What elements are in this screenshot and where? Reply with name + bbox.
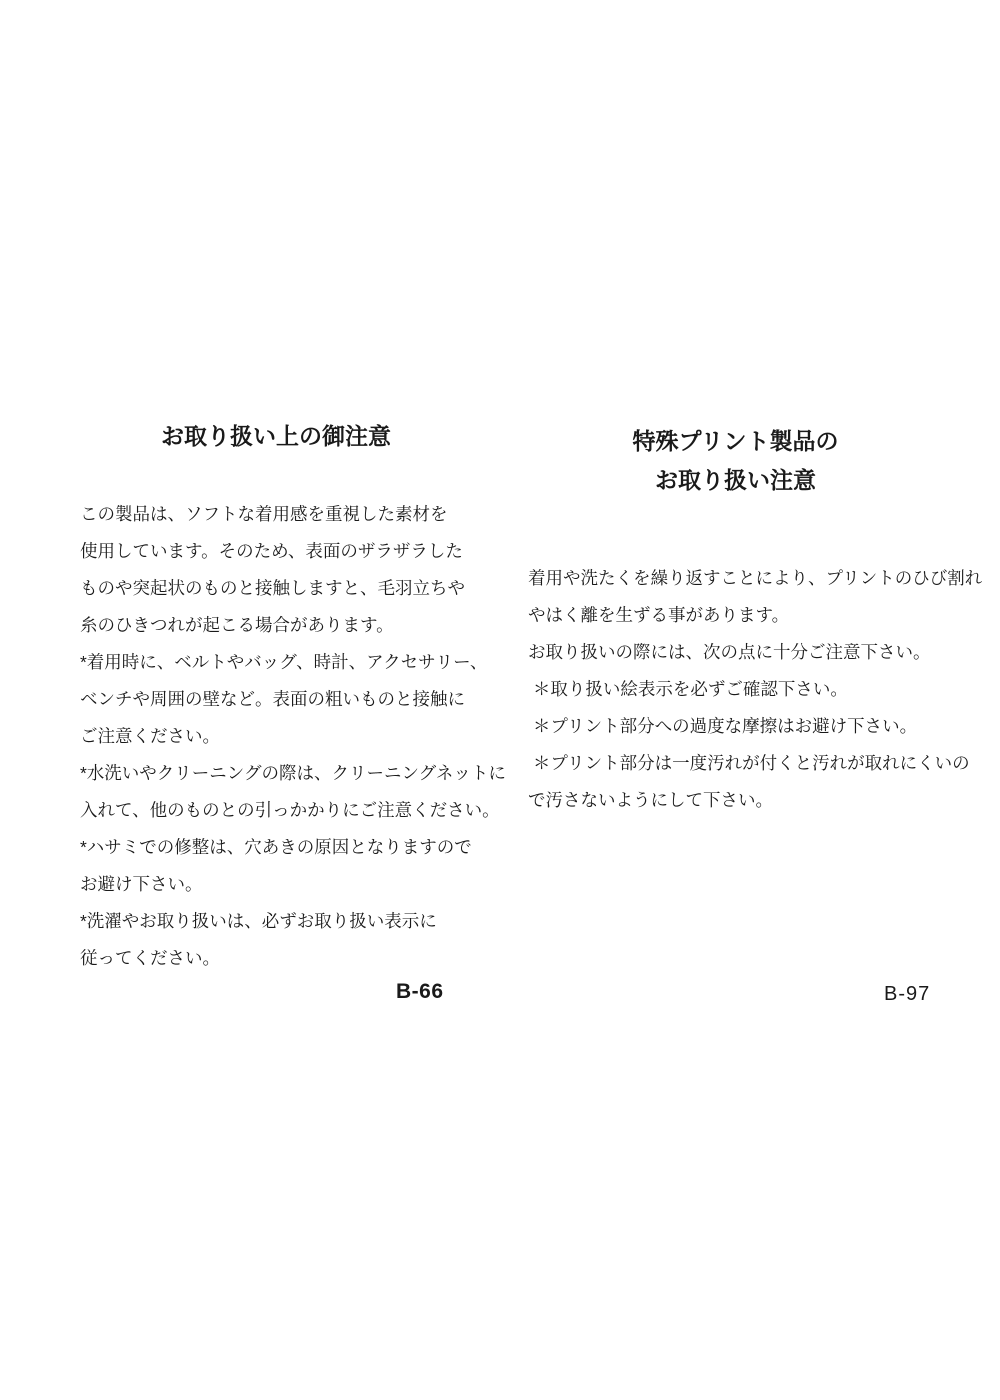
right-body-line: ＊取り扱い絵表示を必ずご確認下さい。 [528, 679, 848, 699]
right-page-title-line-1: 特殊プリント製品の [632, 428, 839, 454]
right-body-line: で汚さないようにして下さい。 [528, 790, 773, 810]
right-care-page [528, 422, 983, 819]
left-page-title: お取り扱い上の御注意 [161, 423, 391, 449]
right-body-line: やはく離を生ずる事があります。 [528, 605, 790, 625]
left-body-line: 従ってください。 [80, 948, 220, 968]
left-body-line: お避け下さい。 [80, 874, 203, 894]
left-body-line: この製品は、ソフトな着用感を重視した素材を [80, 504, 448, 524]
left-page-body [80, 496, 506, 977]
right-body-line: お取り扱いの際には、次の点に十分ご注意下さい。 [528, 642, 931, 662]
left-body-line: 糸のひきつれが起こる場合があります。 [80, 615, 394, 635]
left-body-line: *洗濯やお取り扱いは、必ずお取り扱い表示に [80, 911, 437, 931]
right-body-line: 着用や洗たくを繰り返すことにより、プリントのひび割れ [528, 568, 983, 588]
left-body-line: *着用時に、ベルトやバッグ、時計、アクセサリー、 [80, 652, 488, 672]
left-care-page [80, 422, 506, 977]
right-page-title [528, 422, 943, 500]
left-body-line: ものや突起状のものと接触しますと、毛羽立ちや [80, 578, 465, 598]
right-page-number: B-97 [884, 983, 931, 1005]
left-page-number: B-66 [396, 980, 444, 1003]
left-body-line: 使用しています。そのため、表面のザラザラした [80, 541, 463, 561]
right-body-line: ＊プリント部分への過度な摩擦はお避け下さい。 [528, 716, 918, 736]
left-body-line: 入れて、他のものとの引っかかりにご注意ください。 [80, 800, 500, 820]
right-page-title-line-2: お取り扱い注意 [655, 467, 816, 493]
left-body-line: ご注意ください。 [80, 726, 220, 746]
left-body-line: *水洗いやクリーニングの際は、クリーニングネットに [80, 763, 506, 783]
right-page-body [528, 560, 983, 819]
left-body-line: *ハサミでの修整は、穴あきの原因となりますので [80, 837, 472, 857]
right-body-line: ＊プリント部分は一度汚れが付くと汚れが取れにくいの [528, 753, 970, 773]
left-body-line: ベンチや周囲の壁など。表面の粗いものと接触に [80, 689, 465, 709]
